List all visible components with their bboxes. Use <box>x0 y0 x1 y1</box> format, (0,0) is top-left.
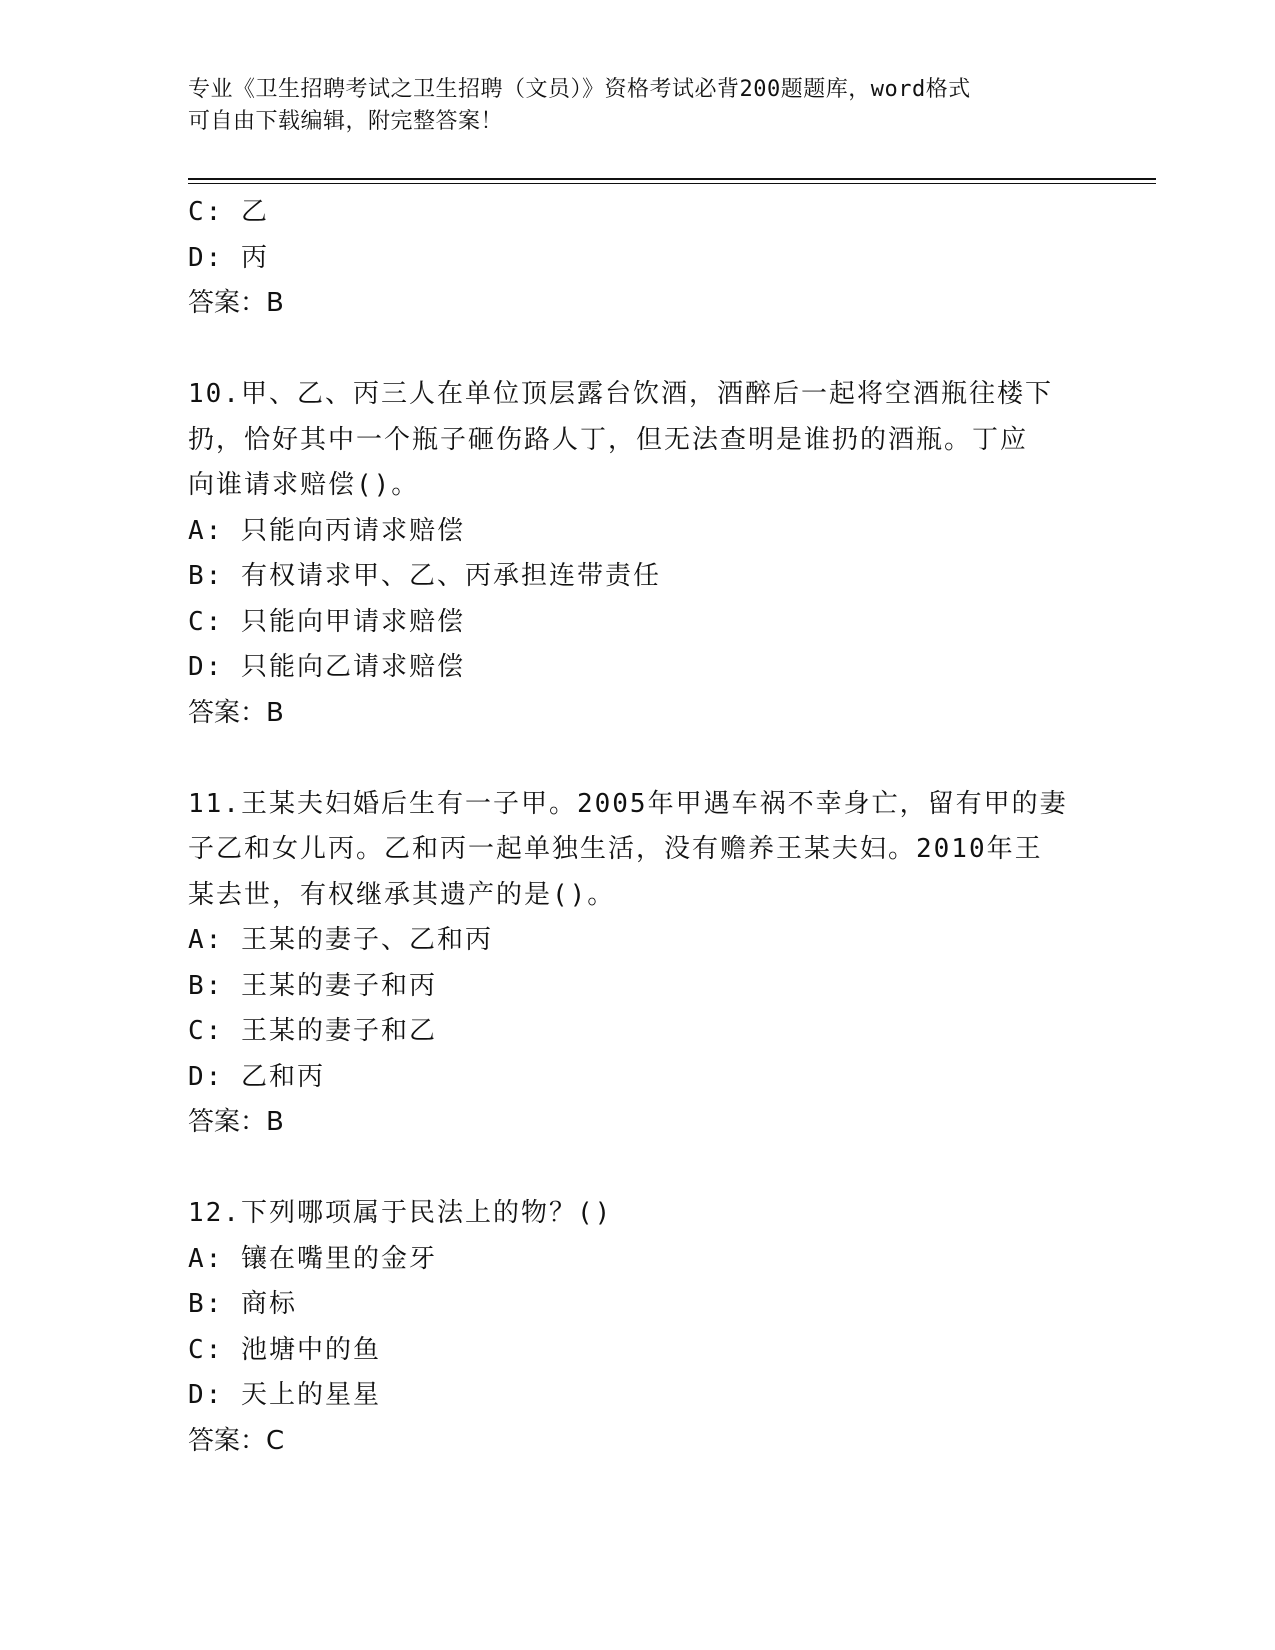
header-line-2: 可自由下载编辑，附完整答案！ <box>188 109 504 134</box>
question-12 <box>188 1191 1088 1464</box>
spacer <box>188 736 1088 782</box>
spacer <box>188 1146 1088 1192</box>
option-c: C: 池塘中的鱼 <box>188 1334 381 1365</box>
question-stem-line: 11.王某夫妇婚后生有一子甲。2005年甲遇车祸不幸身亡，留有甲的妻 <box>188 788 1068 819</box>
option-c: C: 王某的妻子和乙 <box>188 1016 437 1046</box>
option-a: A: 王某的妻子、乙和丙 <box>188 925 493 955</box>
spacer <box>188 327 1088 373</box>
previous-question-fragment <box>188 190 1088 327</box>
option-d: D: 天上的星星 <box>188 1380 381 1410</box>
option-a: A: 镶在嘴里的金牙 <box>188 1243 437 1274</box>
header-line-1: 专业《卫生招聘考试之卫生招聘（文员）》资格考试必背200题题库，word格式 <box>188 77 971 102</box>
option-d: D: 丙 <box>188 242 269 273</box>
question-stem-line: 12.下列哪项属于民法上的物？() <box>188 1198 613 1228</box>
answer-line: 答案：B <box>188 697 284 728</box>
document-body <box>188 190 1088 1464</box>
option-b: B: 王某的妻子和丙 <box>188 970 437 1001</box>
option-b: B: 有权请求甲、乙、丙承担连带责任 <box>188 561 661 591</box>
question-stem-line: 扔，恰好其中一个瓶子砸伤路人丁，但无法查明是谁扔的酒瓶。丁应 <box>188 424 1029 455</box>
question-11 <box>188 782 1088 1146</box>
option-c: C: 只能向甲请求赔偿 <box>188 606 465 637</box>
header-divider-thick <box>188 178 1156 180</box>
header-divider-thin <box>188 183 1156 184</box>
question-stem-line: 向谁请求赔偿()。 <box>188 470 420 500</box>
question-stem-line: 某去世，有权继承其遗产的是()。 <box>188 879 616 910</box>
question-stem-line: 子乙和女儿丙。乙和丙一起单独生活，没有赡养王某夫妇。2010年王 <box>188 834 1043 864</box>
option-d: D: 只能向乙请求赔偿 <box>188 652 465 682</box>
option-a: A: 只能向丙请求赔偿 <box>188 515 465 546</box>
option-c: C: 乙 <box>188 197 269 227</box>
answer-line: 答案：C <box>188 1425 285 1456</box>
page-header <box>188 74 1088 138</box>
answer-line: 答案：B <box>188 1107 284 1137</box>
option-b: B: 商标 <box>188 1289 297 1319</box>
question-stem-line: 10.甲、乙、丙三人在单位顶层露台饮酒，酒醉后一起将空酒瓶往楼下 <box>188 379 1053 409</box>
question-10 <box>188 372 1088 736</box>
answer-line: 答案：B <box>188 288 284 318</box>
option-d: D: 乙和丙 <box>188 1061 325 1092</box>
